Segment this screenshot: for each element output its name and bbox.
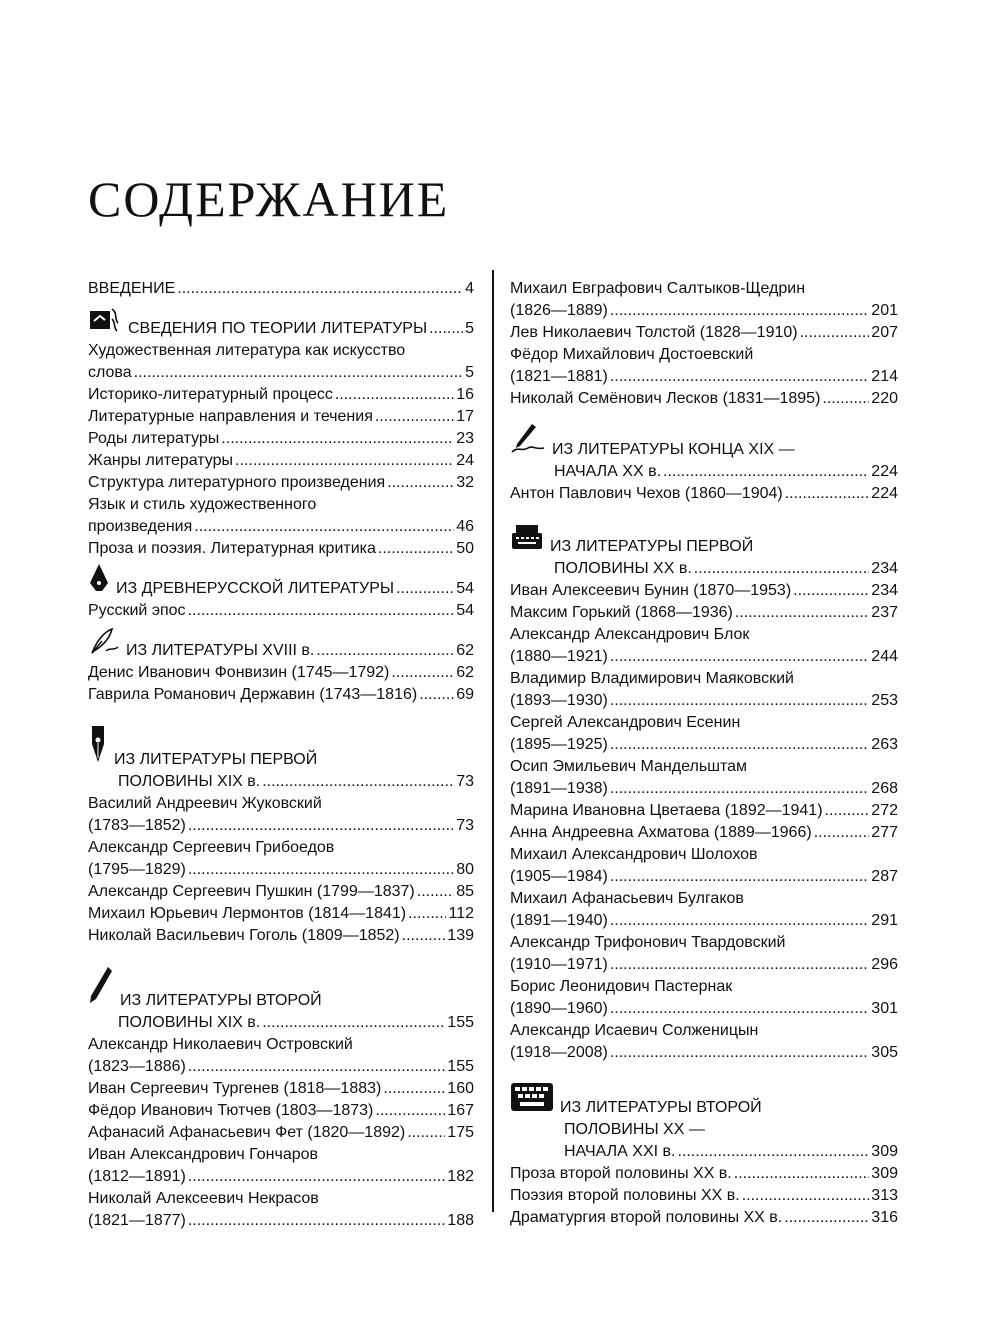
toc-entry-tolstoy[interactable]: Лев Николаевич Толстой (1828—1910) ..... 207 [510,322,898,344]
toc-entry-mandelstam-line2[interactable]: (1891—1938) ..... 268 [510,778,898,800]
toc-entry-solzhenitsyn-line1[interactable]: Александр Исаевич Солженицын [510,1022,759,1039]
toc-entry-mandelstam-line1[interactable]: Осип Эмильевич Мандельштам [510,758,748,775]
toc-heading-late-19th-line2[interactable]: НАЧАЛА XX в. ..... 224 [510,461,898,483]
toc-entry-directions[interactable]: Литературные направления и течения ..... 17 [88,406,474,428]
toc-entry-derzhavin[interactable]: Гаврила Романович Державин (1743—1816) ..... 69 [88,684,474,706]
toc-entry-tvardovsky-line2[interactable]: (1910—1971) ..... 296 [510,954,898,976]
pen-writing-icon [510,422,546,461]
toc-entry-kinds[interactable]: Роды литературы ..... 23 [88,428,474,450]
toc-entry-fonvizin[interactable]: Денис Иванович Фонвизин (1745—1792) ..... 62 [88,662,474,684]
toc-entry-ostrovsky-line1[interactable]: Александр Николаевич Островский [88,1036,353,1053]
toc-entry-intro[interactable]: ВВЕДЕНИЕ ..... 4 [88,278,474,300]
toc-entry-lermontov[interactable]: Михаил Юрьевич Лермонтов (1814—1841) ..... 112 [88,903,474,925]
toc-entry-solzhenitsyn-line2[interactable]: (1918—2008) ..... 305 [510,1042,898,1064]
toc-entry-saltykov-line1[interactable]: Михаил Евграфович Салтыков-Щедрин [510,280,806,297]
toc-right-column [510,278,898,1229]
toc-entry-drama-20th[interactable]: Драматургия второй половины XX в. ..... 316 [510,1207,898,1229]
toc-entry-goncharov-line2[interactable]: (1812—1891) ..... 182 [88,1166,474,1188]
toc-entry-poetry-20th[interactable]: Поэзия второй половины XX в. ..... 313 [510,1185,898,1207]
column-divider [492,270,494,1212]
toc-entry-nekrasov-line2[interactable]: (1821—1877) ..... 188 [88,1210,474,1232]
quill-nib-icon [88,563,110,600]
toc-entry-art-line1[interactable]: Художественная литература как искусство [88,342,406,359]
toc-entry-blok-line2[interactable]: (1880—1921) ..... 244 [510,646,898,668]
toc-entry-gorky[interactable]: Максим Горький (1868—1936) ..... 237 [510,602,898,624]
fountain-pen-icon [88,724,108,771]
toc-entry-mayakovsky-line1[interactable]: Владимир Владимирович Маяковский [510,670,794,687]
typewriter-icon [510,523,544,558]
toc-entry-process[interactable]: Историко-литературный процесс ..... 16 [88,384,474,406]
toc-entry-gogol[interactable]: Николай Васильевич Гоголь (1809—1852) ..... 139 [88,925,474,947]
toc-entry-tyutchev[interactable]: Фёдор Иванович Тютчев (1803—1873) ..... 167 [88,1100,474,1122]
toc-entry-akhmatova[interactable]: Анна Андреевна Ахматова (1889—1966) ..... 277 [510,822,898,844]
toc-entry-dostoevsky-line2[interactable]: (1821—1881) ..... 214 [510,366,898,388]
toc-heading-19th-second-line2[interactable]: ПОЛОВИНЫ XIX в. ..... 155 [88,1012,474,1034]
book-desk-icon [88,307,122,340]
section-heading-late-19th[interactable]: ИЗ ЛИТЕРАТУРЫ КОНЦА XIX — [510,422,898,461]
toc-entry-dostoevsky-line1[interactable]: Фёдор Михайлович Достоевский [510,346,754,363]
toc-entry-pasternak-line1[interactable]: Борис Леонидович Пастернак [510,978,733,995]
toc-entry-prose-criticism[interactable]: Проза и поэзия. Литературная критика ..... 50 [88,538,474,560]
toc-entry-structure[interactable]: Структура литературного произведения ..... 32 [88,472,474,494]
toc-entry-tsvetaeva[interactable]: Марина Ивановна Цветаева (1892—1941) ..... 272 [510,800,898,822]
toc-entry-epos[interactable]: Русский эпос ..... 54 [88,600,474,622]
toc-entry-mayakovsky-line2[interactable]: (1893—1930) ..... 253 [510,690,898,712]
toc-entry-art-line2[interactable]: слова ..... 5 [88,362,474,384]
toc-heading-20th-first-line2[interactable]: ПОЛОВИНЫ XX в. ..... 234 [510,558,898,580]
toc-entry-bulgakov-line1[interactable]: Михаил Афанасьевич Булгаков [510,890,744,907]
toc-entry-goncharov-line1[interactable]: Иван Александрович Гончаров [88,1146,319,1163]
toc-entry-griboedov-line2[interactable]: (1795—1829) ..... 80 [88,859,474,881]
toc-entry-tvardovsky-line1[interactable]: Александр Трифонович Твардовский [510,934,786,951]
section-heading-19th-second[interactable]: ИЗ ЛИТЕРАТУРЫ ВТОРОЙ [88,965,474,1012]
page-title: СОДЕРЖАНИЕ [88,171,450,227]
toc-entry-esenin-line2[interactable]: (1895—1925) ..... 263 [510,734,898,756]
toc-entry-pasternak-line2[interactable]: (1890—1960) ..... 301 [510,998,898,1020]
toc-entry-genres[interactable]: Жанры литературы ..... 24 [88,450,474,472]
toc-entry-prose-20th[interactable]: Проза второй половины XX в. ..... 309 [510,1163,898,1185]
toc-entry-esenin-line1[interactable]: Сергей Александрович Есенин [510,714,741,731]
toc-entry-ostrovsky-line2[interactable]: (1823—1886) ..... 155 [88,1056,474,1078]
toc-entry-style-line1[interactable]: Язык и стиль художественного [88,496,317,513]
section-heading-20th-first[interactable]: ИЗ ЛИТЕРАТУРЫ ПЕРВОЙ [510,523,898,558]
toc-entry-leskov[interactable]: Николай Семёнович Лесков (1831—1895) ..... 220 [510,388,898,410]
toc-entry-nekrasov-line1[interactable]: Николай Алексеевич Некрасов [88,1190,319,1207]
section-heading-18th-century[interactable]: ИЗ ЛИТЕРАТУРЫ XVIII в. ..... 62 [88,640,474,662]
toc-entry-chekhov[interactable]: Антон Павлович Чехов (1860—1904) ..... 224 [510,483,898,505]
toc-entry-bulgakov-line2[interactable]: (1891—1940) ..... 291 [510,910,898,932]
toc-heading-20th-second-line2[interactable]: ПОЛОВИНЫ XX — [564,1121,705,1138]
toc-left-column [88,278,474,1232]
section-heading-20th-second[interactable]: ИЗ ЛИТЕРАТУРЫ ВТОРОЙ [510,1082,898,1119]
toc-entry-sholokhov-line1[interactable]: Михаил Александрович Шолохов [510,846,758,863]
toc-heading-19th-first-line2[interactable]: ПОЛОВИНЫ XIX в. ..... 73 [88,771,474,793]
toc-entry-fet[interactable]: Афанасий Афанасьевич Фет (1820—1892) ..... 175 [88,1122,474,1144]
toc-entry-griboedov-line1[interactable]: Александр Сергеевич Грибоедов [88,839,335,856]
toc-entry-pushkin[interactable]: Александр Сергеевич Пушкин (1799—1837) ..... 85 [88,881,474,903]
toc-entry-style-line2[interactable]: произведения ..... 46 [88,516,474,538]
toc-heading-20th-second-line3[interactable]: НАЧАЛА XXI в. ..... 309 [510,1141,898,1163]
toc-entry-saltykov-line2[interactable]: (1826—1889) ..... 201 [510,300,898,322]
pencil-icon [88,965,114,1012]
toc-entry-turgenev[interactable]: Иван Сергеевич Тургенев (1818—1883) ..... 160 [88,1078,474,1100]
toc-entry-sholokhov-line2[interactable]: (1905—1984) ..... 287 [510,866,898,888]
toc-entry-zhukovsky-line1[interactable]: Василий Андреевич Жуковский [88,795,322,812]
keyboard-icon [510,1082,554,1119]
section-heading-old-russian[interactable]: ИЗ ДРЕВНЕРУССКОЙ ЛИТЕРАТУРЫ ..... 54 [88,578,474,600]
toc-entry-blok-line1[interactable]: Александр Александрович Блок [510,626,750,643]
feather-pen-icon [88,627,120,662]
section-heading-19th-first[interactable]: ИЗ ЛИТЕРАТУРЫ ПЕРВОЙ [88,724,474,771]
toc-entry-zhukovsky-line2[interactable]: (1783—1852) ..... 73 [88,815,474,837]
section-heading-theory[interactable]: СВЕДЕНИЯ ПО ТЕОРИИ ЛИТЕРАТУРЫ ..... 5 [88,318,474,340]
toc-entry-bunin[interactable]: Иван Алексеевич Бунин (1870—1953) ..... 234 [510,580,898,602]
